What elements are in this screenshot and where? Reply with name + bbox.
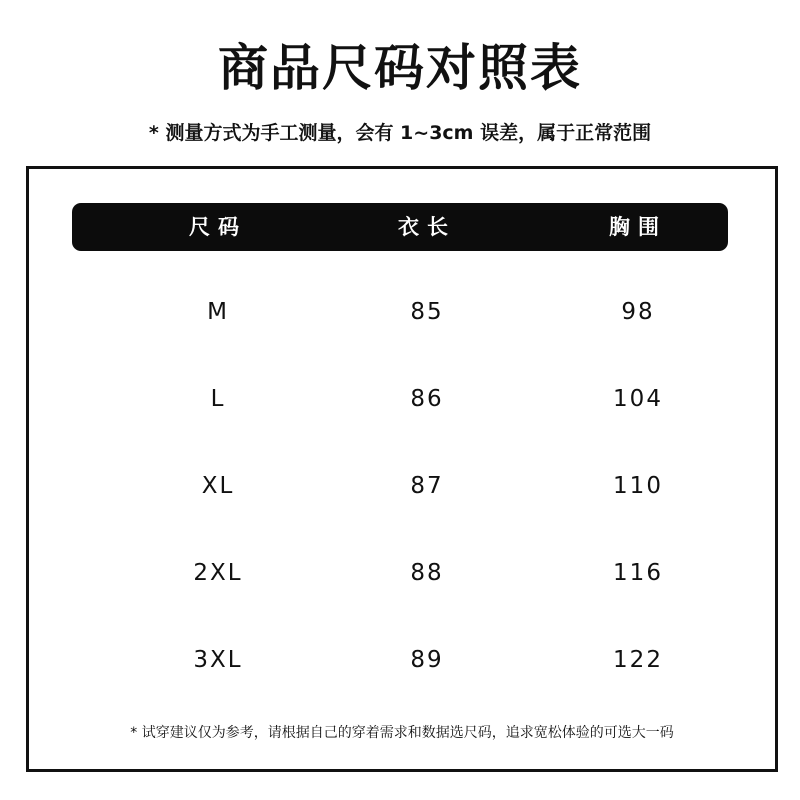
header-size: 尺码 [189,215,247,239]
table-row [29,466,775,506]
table-row [29,553,775,593]
length-cell: 88 [410,560,444,586]
chest-cell: 98 [621,299,655,325]
page-title: 商品尺码对照表 [218,39,582,97]
header-chest: 胸围 [609,215,667,239]
measurement-note: * 测量方式为手工测量，会有 1~3cm 误差，属于正常范围 [148,122,652,144]
table-row [29,292,775,332]
size-cell: L [210,386,226,412]
header-length: 衣长 [398,215,456,239]
table-row [29,379,775,419]
chest-cell: 110 [613,473,663,499]
chest-cell: 122 [613,647,663,673]
chest-cell: 104 [613,386,663,412]
size-cell: XL [201,473,235,499]
table-header [72,203,728,251]
table-row [29,640,775,680]
length-cell: 85 [410,299,444,325]
size-chart-frame [26,166,778,772]
chest-cell: 116 [613,560,663,586]
length-cell: 89 [410,647,444,673]
size-cell: 2XL [193,560,243,586]
length-cell: 86 [410,386,444,412]
size-cell: 3XL [193,647,243,673]
length-cell: 87 [410,473,444,499]
size-cell: M [207,299,229,325]
fitting-advice-note: * 试穿建议仅为参考，请根据自己的穿着需求和数据选尺码，追求宽松体验的可选大一码 [130,725,674,741]
